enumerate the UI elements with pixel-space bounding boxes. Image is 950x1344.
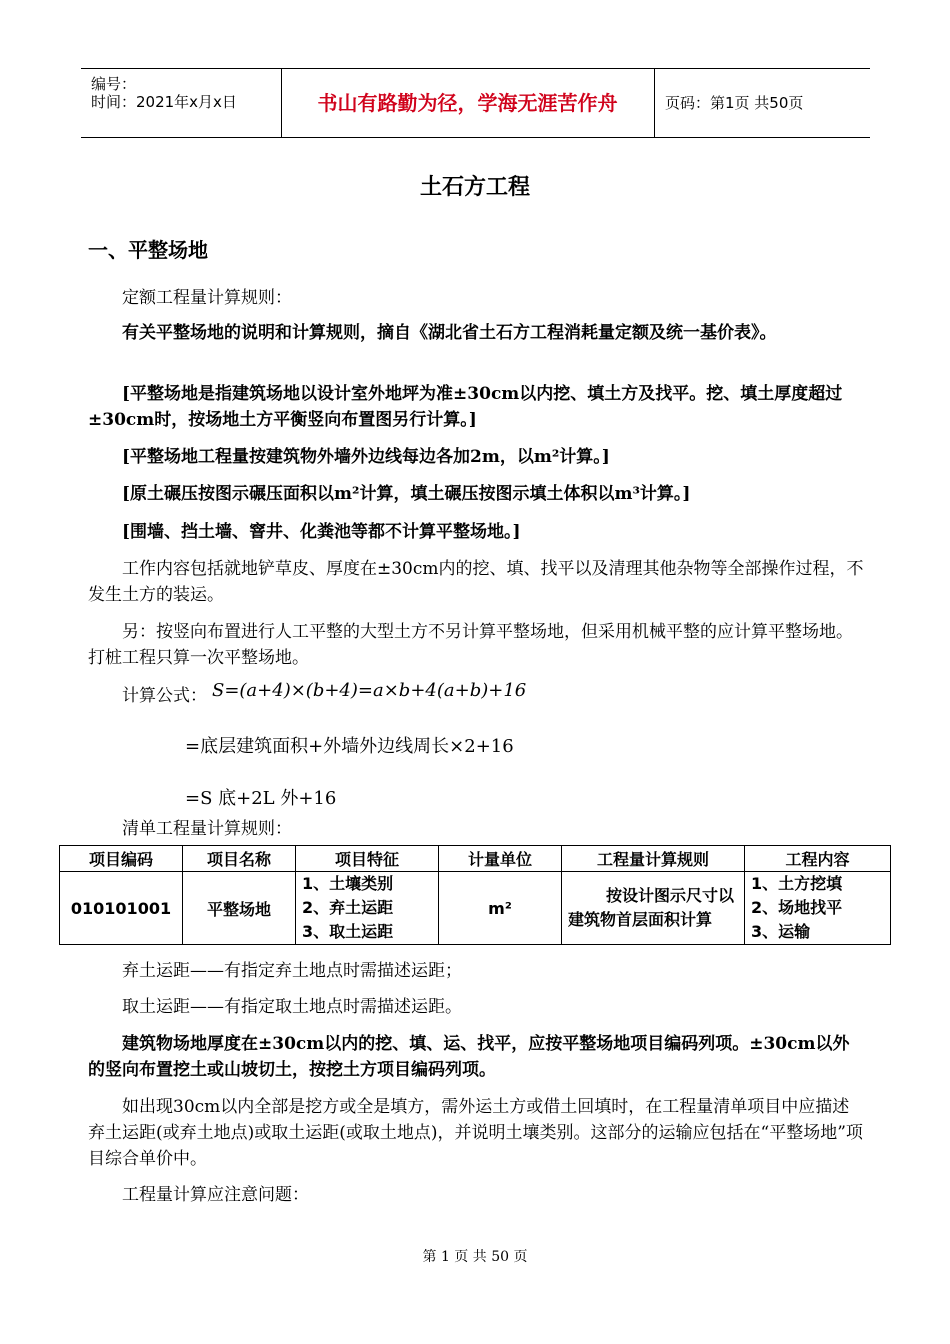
header-page-info: 页码：第1页 共50页: [665, 94, 804, 112]
time-label: 时间：2021年x月x日: [91, 93, 237, 111]
page-header: [81, 68, 870, 138]
table-row: [60, 872, 891, 945]
column-header: 工程量计算规则: [562, 846, 745, 872]
header-meta: [81, 69, 282, 137]
number-label: 编号：: [91, 75, 137, 93]
formula: [212, 680, 526, 701]
content-item: 3、运输: [751, 922, 811, 941]
formula-label: 计算公式：: [122, 686, 207, 706]
header-motto: 书山有路勤为径，学海无涯苦作舟: [281, 69, 655, 137]
section-title: 一、平整场地: [88, 238, 208, 262]
paragraph: [平整场地工程量按建筑物外墙外边线每边各加2m，以m²计算。]: [122, 447, 610, 467]
column-header: 项目名称: [183, 846, 296, 872]
document-title: 土石方工程: [419, 175, 530, 200]
paragraph: 工程量计算应注意问题：: [122, 1185, 309, 1205]
paragraph: [平整场地是指建筑场地以设计室外地坪为准±30cm以内挖、填土方及找平。挖、填土厚度超过±30cm时，按场地土方平衡竖向布置图另行计算。]: [88, 384, 843, 430]
content-item: 1、土方挖填: [751, 874, 843, 893]
item-content: [745, 872, 891, 945]
page-footer: 第 1 页 共 50 页: [422, 1249, 528, 1265]
column-header: 项目特征: [296, 846, 439, 872]
column-header: 计量单位: [439, 846, 562, 872]
paragraph: [原土碾压按图示碾压面积以m²计算，填土碾压按图示填土体积以m³计算。]: [122, 484, 691, 504]
paragraph: 取土运距——有指定取土地点时需描述运距。: [122, 997, 462, 1017]
item-name: 平整场地: [183, 872, 296, 945]
column-header: 项目编码: [60, 846, 183, 872]
content-item: 2、场地找平: [751, 898, 843, 917]
feature-item: 2、弃土运距: [302, 898, 394, 917]
paragraph: 定额工程量计算规则：: [122, 288, 292, 308]
paragraph: [围墙、挡土墙、窨井、化粪池等都不计算平整场地。]: [122, 522, 521, 542]
item-code: 010101001: [60, 872, 183, 945]
bill-of-quantities-table: [59, 845, 891, 945]
column-header: 工程内容: [745, 846, 891, 872]
feature-item: 1、土壤类别: [302, 874, 394, 893]
table-header-row: [60, 846, 891, 872]
paragraph: 工作内容包括就地铲草皮、厚度在±30cm内的挖、填、找平以及清理其他杂物等全部操作过程，不发生土方的装运。: [88, 559, 864, 605]
formula-text: S=(a+4)×(b+4)=a×b+4(a+b)+16: [212, 680, 527, 701]
formula-line-3: =S 底+2L 外+16: [185, 788, 337, 809]
paragraph: 有关平整场地的说明和计算规则，摘自《湖北省土石方工程消耗量定额及统一基价表》。: [122, 323, 777, 343]
feature-item: 3、取土运距: [302, 922, 394, 941]
paragraph: 弃土运距——有指定弃土地点时需描述运距；: [122, 961, 462, 981]
formula-line-2: =底层建筑面积+外墙外边线周长×2+16: [185, 736, 514, 757]
item-features: [296, 872, 439, 945]
paragraph: 建筑物场地厚度在±30cm以内的挖、填、运、找平，应按平整场地项目编码列项。±30cm以外的竖向布置挖土或山坡切土，按挖土方项目编码列项。: [88, 1034, 850, 1080]
paragraph: 另：按竖向布置进行人工平整的大型土方不另计算平整场地，但采用机械平整的应计算平整场地。打桩工程只算一次平整场地。: [88, 622, 853, 668]
paragraph: 如出现30cm以内全部是挖方或全是填方，需外运土方或借土回填时，在工程量清单项目中应描述弃土运距(或弃土地点)或取土运距(或取土地点)，并说明土壤类别。这部分的运输应包括在“平整场地”项目综合单价中。: [88, 1097, 863, 1169]
item-rule: 按设计图示尺寸以建筑物首层面积计算: [562, 872, 745, 945]
paragraph: 清单工程量计算规则：: [122, 819, 292, 839]
item-unit: m²: [439, 872, 562, 945]
